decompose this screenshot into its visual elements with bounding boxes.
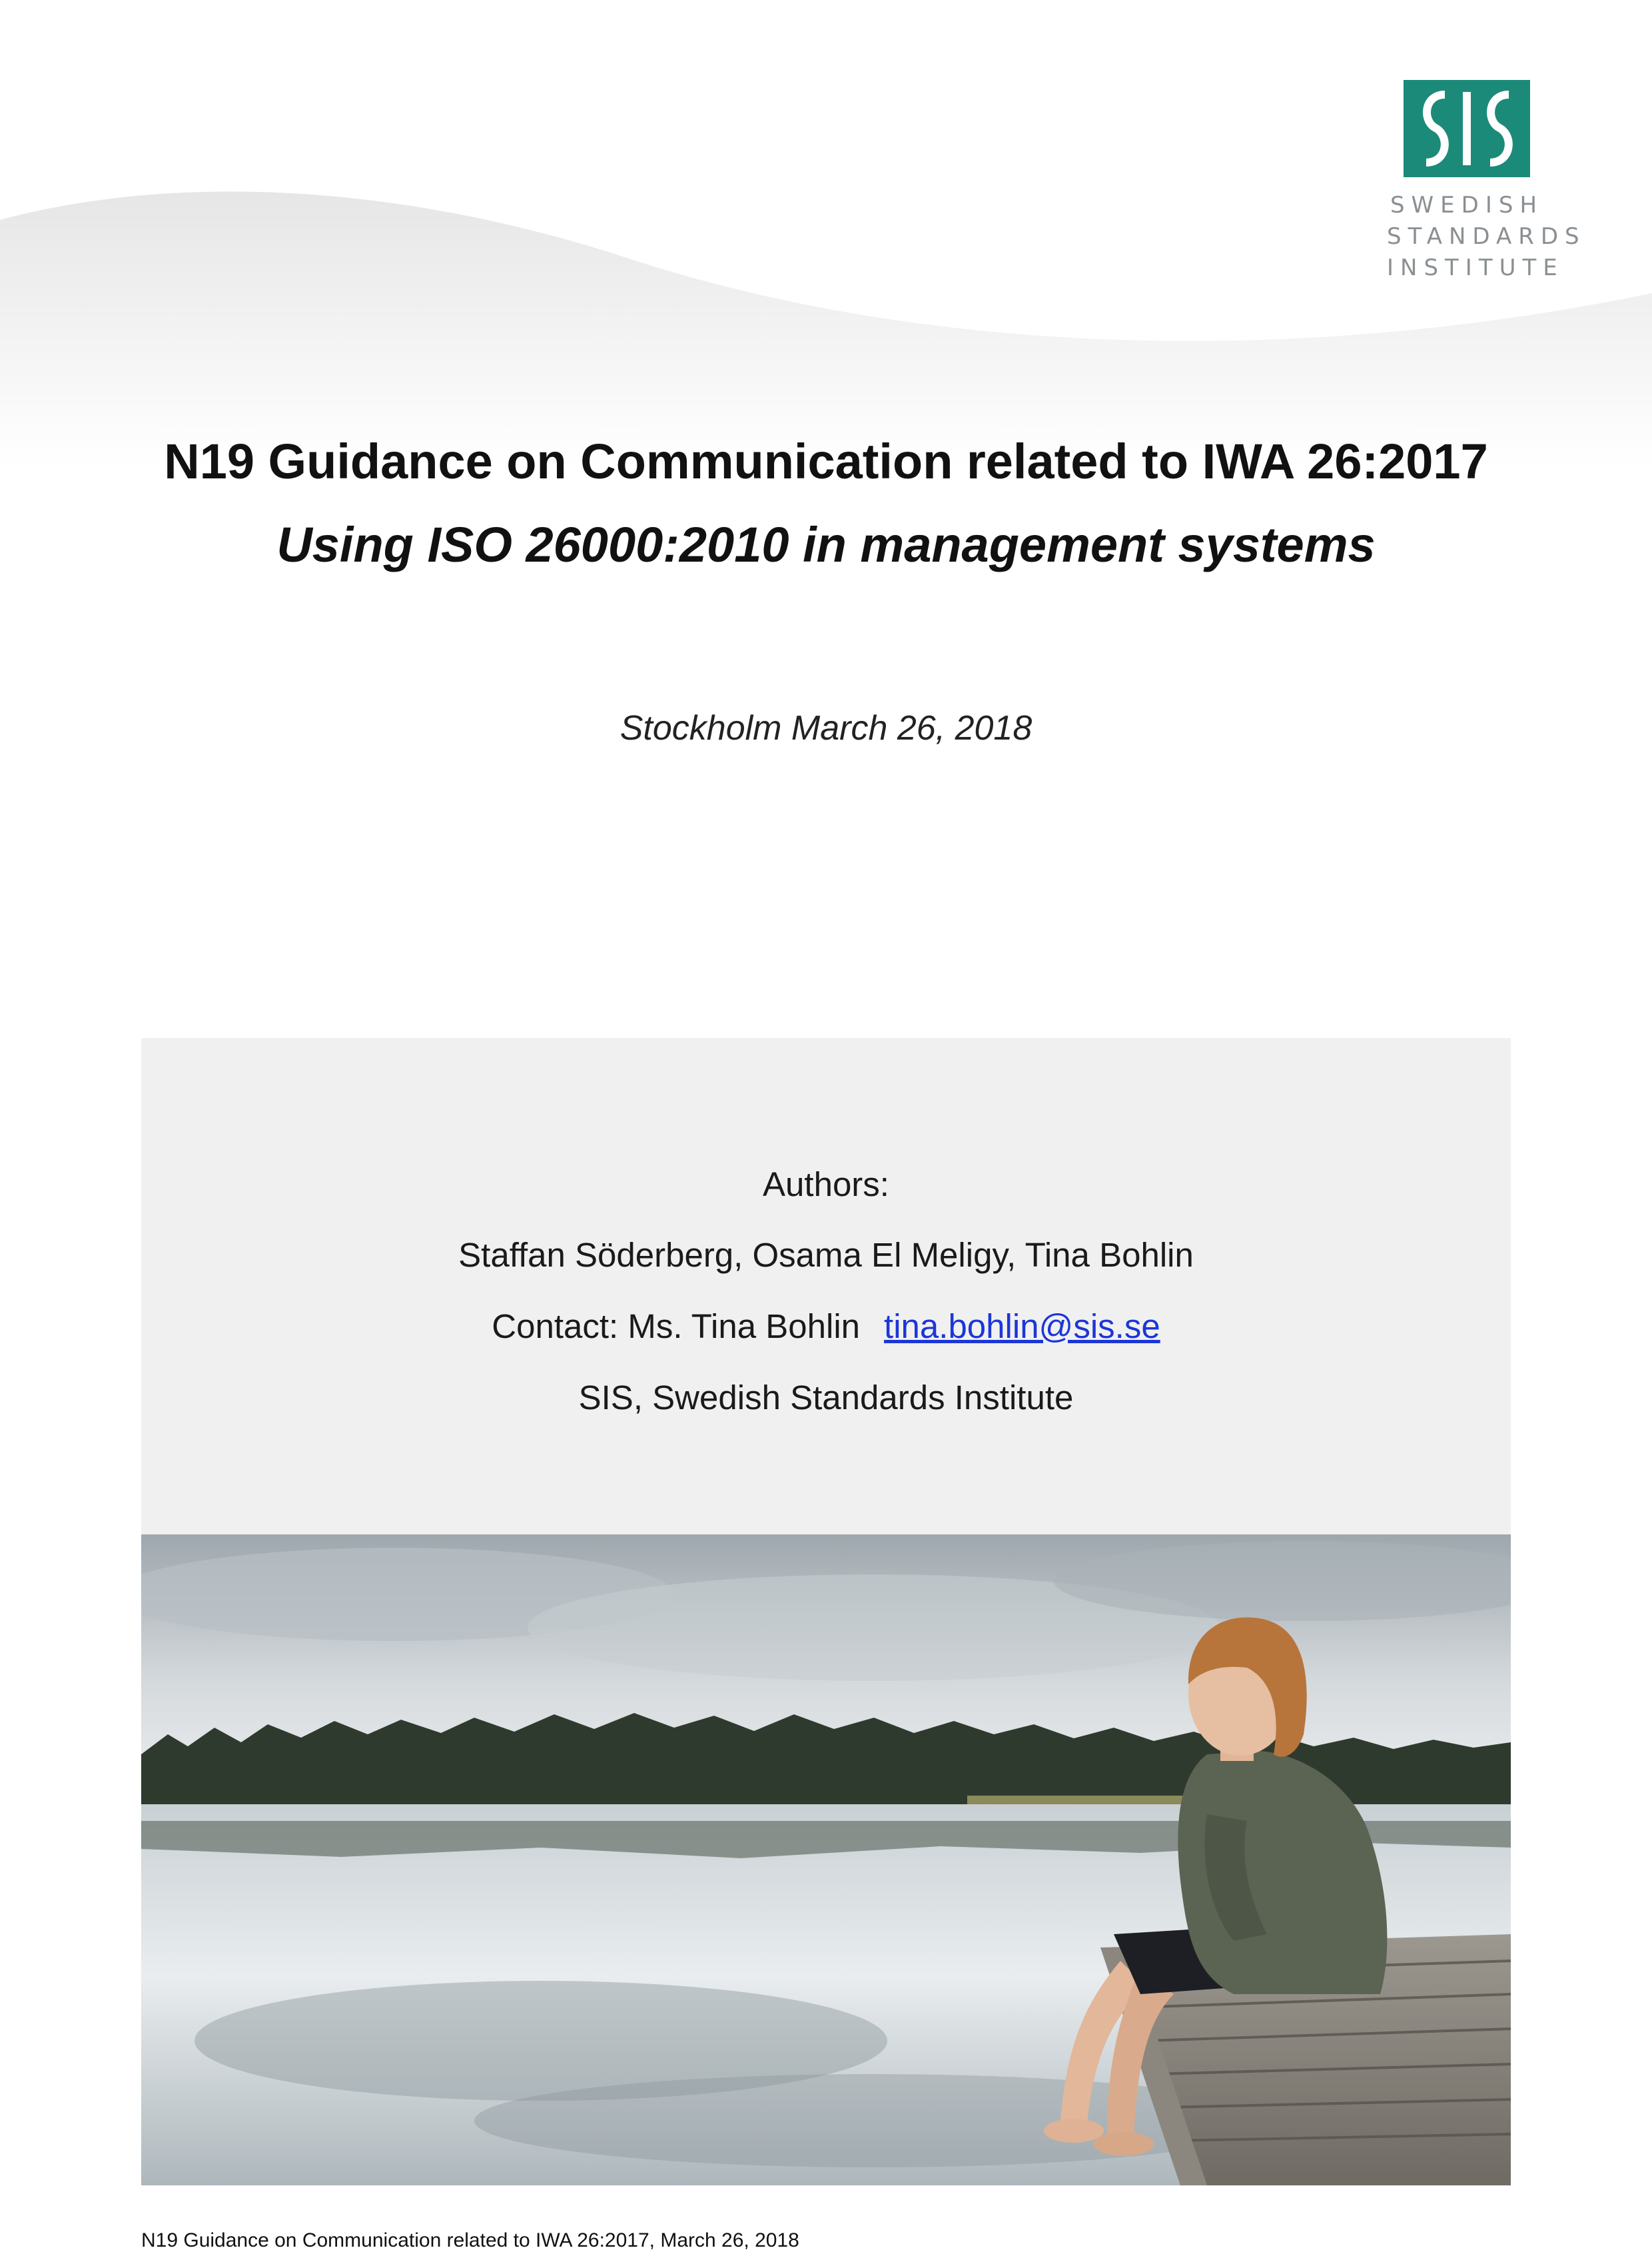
authors-label: Authors: <box>763 1165 889 1203</box>
authors-names: Staffan Söderberg, Osama El Meligy, Tina Bohlin <box>458 1236 1194 1274</box>
sis-logo <box>1387 80 1586 286</box>
page-footer: N19 Guidance on Communication related to IWA 26:2017, March 26, 2018 <box>141 2229 799 2251</box>
contact-prefix: Contact: Ms. Tina Bohlin <box>492 1307 861 1345</box>
logo-text-line-2: STANDARDS <box>1387 223 1586 250</box>
authors-panel <box>141 1038 1511 1534</box>
sis-logo-mark <box>1404 80 1530 177</box>
organization-name: SIS, Swedish Standards Institute <box>578 1379 1074 1416</box>
document-title: N19 Guidance on Communication related to IWA 26:2017 <box>164 434 1488 489</box>
logo-text-line-3: INSTITUTE <box>1387 255 1564 281</box>
contact-line <box>141 1307 1511 1346</box>
contact-email-link[interactable]: tina.bohlin@sis.se <box>884 1307 1160 1345</box>
logo-text-line-1: SWEDISH <box>1390 192 1544 219</box>
document-subtitle: Using ISO 26000:2010 in management systems <box>276 517 1376 572</box>
document-date: Stockholm March 26, 2018 <box>620 709 1032 748</box>
cover-photo-boy-on-pier <box>141 1534 1511 2185</box>
